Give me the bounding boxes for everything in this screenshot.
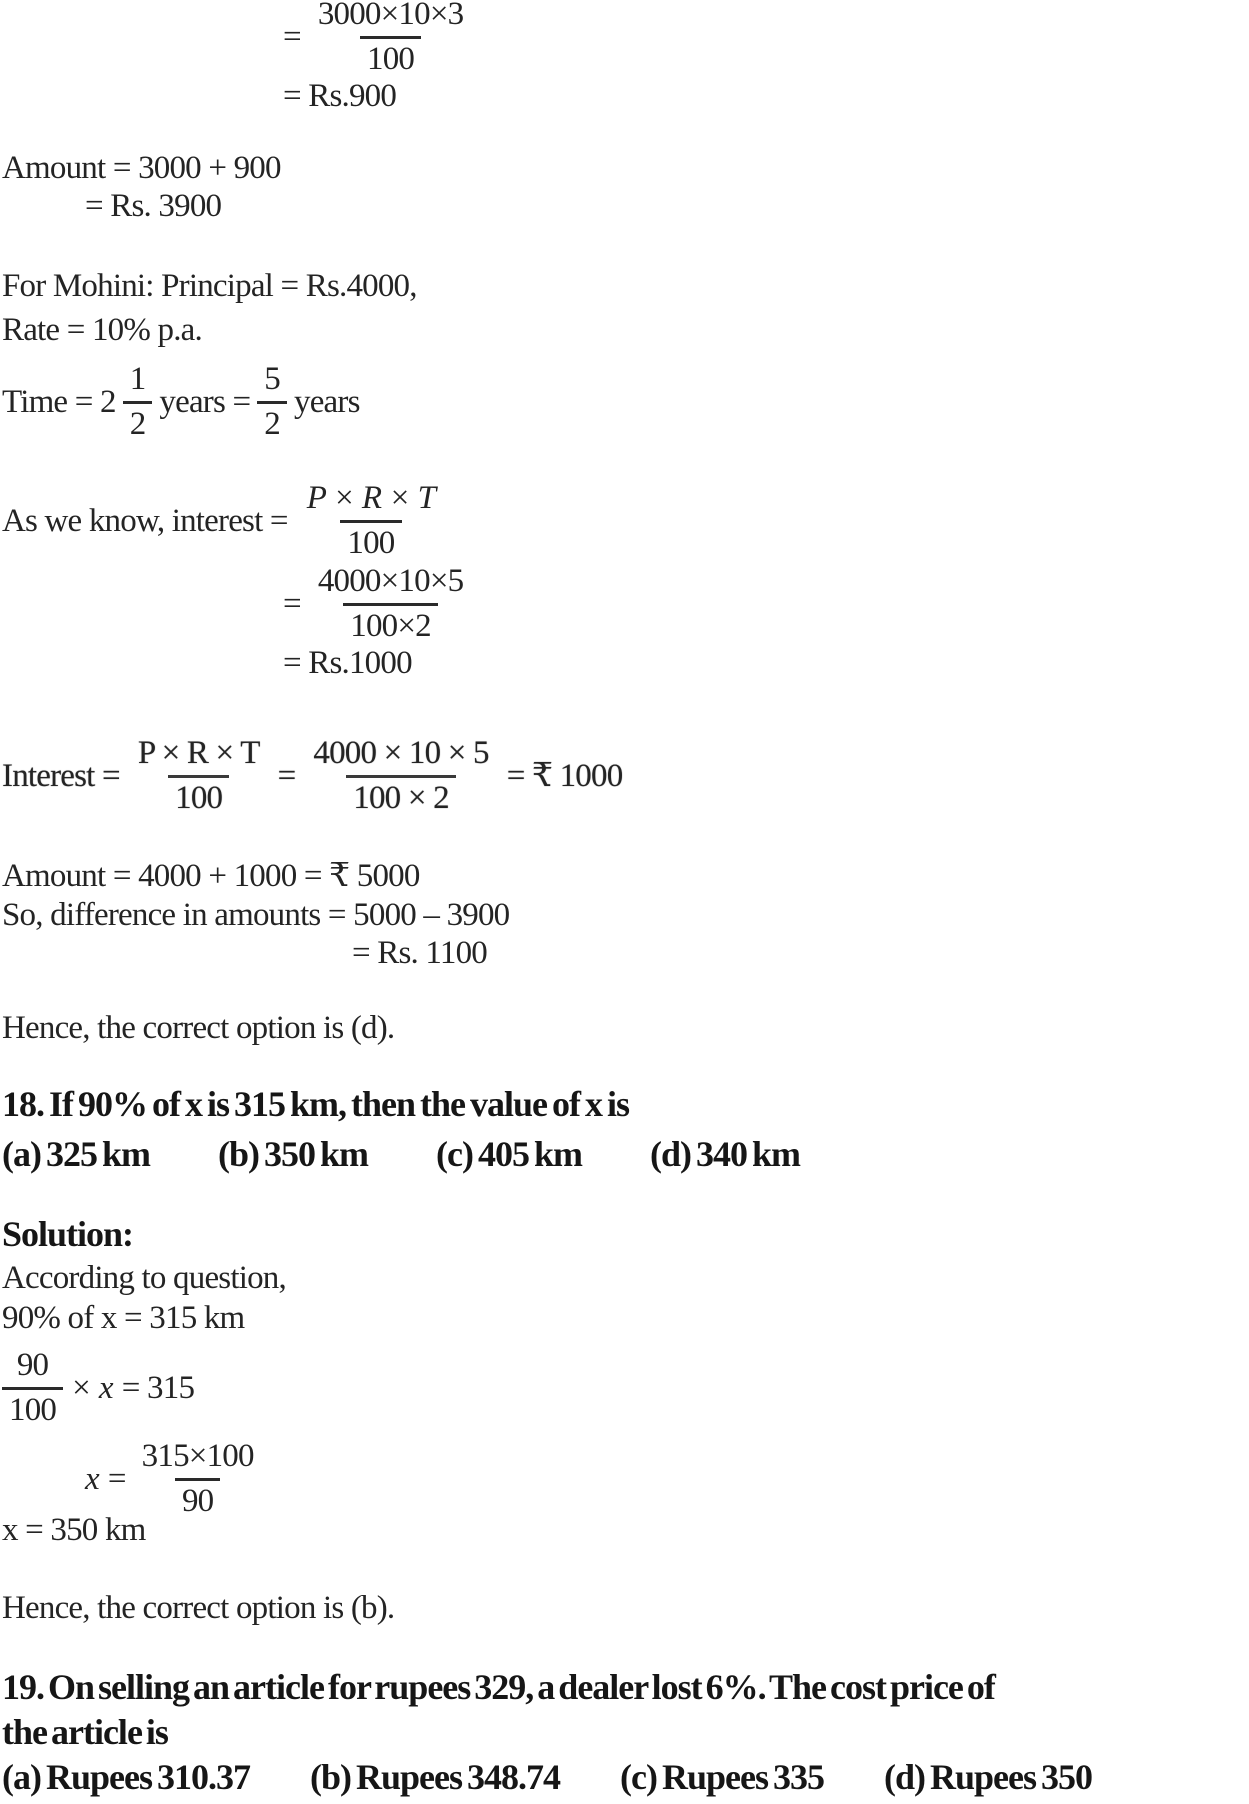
question-19-option-b: (b) Rupees 348.74	[309, 1757, 560, 1797]
fraction-denominator: 100	[340, 520, 401, 562]
question-19-heading-line2: the article is	[2, 1712, 168, 1752]
time-middle: years =	[159, 383, 251, 420]
fraction-prt	[300, 481, 442, 561]
equation-interest-sita	[283, 0, 470, 77]
fraction-numerator: 1	[129, 361, 146, 397]
fraction-numerator: 4000×10×5	[317, 563, 464, 599]
question-19-options	[2, 1759, 1092, 1795]
amount-sita-result: = Rs. 3900	[85, 188, 222, 224]
equals-sign: =	[277, 757, 296, 794]
equals-sign: =	[283, 18, 301, 55]
question-19-heading-line1: 19. On selling an article for rupees 329, a dealer lost 6%. The cost price of	[2, 1667, 995, 1707]
equation-result-rs1000: = Rs.1000	[283, 645, 412, 681]
fraction-prt	[131, 736, 267, 816]
fraction-values	[306, 736, 495, 816]
times-sign: ×	[72, 1369, 90, 1406]
amount-total-line: Amount = 4000 + 1000 = ₹ 5000	[2, 858, 420, 894]
question-19-option-d: (d) Rupees 350	[883, 1757, 1092, 1797]
equals-sign: =	[283, 585, 301, 622]
according-line: According to question,	[2, 1260, 286, 1296]
equation-mohini-interest	[283, 564, 470, 644]
fraction-denominator: 100×2	[343, 603, 438, 645]
difference-line: So, difference in amounts = 5000 – 3900	[2, 897, 510, 933]
fraction-denominator: 90	[175, 1478, 220, 1520]
amount-sita-line: Amount = 3000 + 900	[2, 150, 281, 186]
fraction-denominator: 2	[257, 401, 287, 443]
fraction-numerator: P × R × T	[137, 735, 260, 771]
fraction-denominator: 100 × 2	[346, 775, 456, 817]
fraction	[311, 0, 471, 77]
question-19-option-c: (c) Rupees 335	[620, 1757, 824, 1797]
fraction-denominator: 2	[123, 401, 153, 443]
fraction-one-half	[123, 362, 153, 442]
time-prefix: Time = 2	[2, 383, 116, 420]
interest-formula-line	[2, 481, 442, 561]
fraction-denominator: 100	[168, 775, 229, 817]
fraction-denominator: 100	[360, 36, 421, 78]
fraction	[311, 564, 471, 644]
question-18-heading: 18. If 90% of x is 315 km, then the value of x is	[2, 1084, 630, 1124]
question-18-option-c: (c) 405 km	[436, 1134, 582, 1174]
variable-x: x	[85, 1460, 99, 1497]
fraction-numerator: 90	[16, 1347, 49, 1383]
fraction-numerator: P × R × T	[306, 480, 436, 516]
know-prefix: As we know, interest =	[2, 502, 288, 539]
question-18-option-b: (b) 350 km	[218, 1134, 369, 1174]
step1-equation	[2, 1348, 194, 1428]
variable-x: x	[98, 1369, 113, 1406]
conclusion-q18: Hence, the correct option is (b).	[2, 1590, 395, 1626]
time-suffix: years	[294, 383, 360, 420]
fraction-numerator: 4000 × 10 × 5	[313, 735, 489, 771]
rate-line: Rate = 10% p.a.	[2, 312, 202, 348]
fraction-numerator: 5	[264, 361, 280, 397]
fraction-five-halves	[257, 362, 287, 442]
result-line-q18: x = 350 km	[2, 1512, 146, 1548]
conclusion-q17: Hence, the correct option is (d).	[2, 1010, 395, 1046]
equation-result-rs900: = Rs.900	[283, 78, 397, 114]
interest-result: = ₹ 1000	[506, 757, 623, 794]
equals-sign: =	[107, 1460, 126, 1497]
mohini-principal-line: For Mohini: Principal = Rs.4000,	[2, 268, 417, 304]
given-line: 90% of x = 315 km	[2, 1300, 245, 1336]
question-18-option-d: (d) 340 km	[649, 1134, 800, 1174]
step2-equation	[85, 1439, 261, 1519]
fraction-numerator: 3000×10×3	[317, 0, 464, 32]
difference-result: = Rs. 1100	[352, 935, 487, 971]
fraction-315x100-90	[135, 1439, 261, 1519]
time-equation	[2, 362, 360, 442]
fraction-90-100	[2, 1348, 63, 1428]
solution-label: Solution:	[2, 1214, 134, 1254]
question-19-option-a: (a) Rupees 310.37	[2, 1757, 250, 1797]
question-18-options	[2, 1136, 800, 1172]
fraction-numerator: 315×100	[141, 1438, 254, 1474]
step1-rhs: = 315	[121, 1369, 195, 1406]
fraction-denominator: 100	[2, 1387, 63, 1429]
interest-label: Interest =	[2, 757, 120, 794]
interest-full-equation	[2, 736, 622, 816]
question-18-option-a: (a) 325 km	[2, 1134, 150, 1174]
